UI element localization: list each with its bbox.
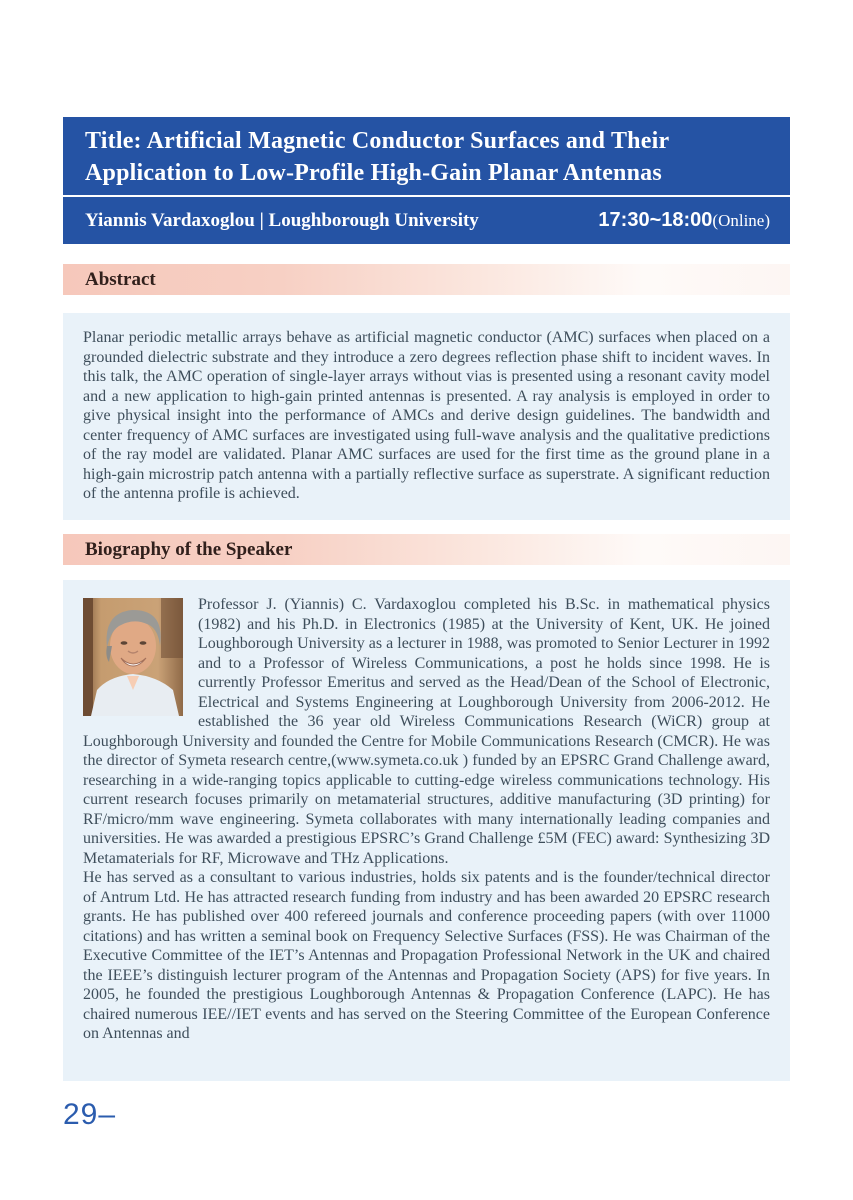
speaker-photo [83, 598, 183, 716]
talk-title: Title: Artificial Magnetic Conductor Surfaces and Their Application to Low-Profile High-Gain Planar Antennas [85, 128, 669, 186]
talk-meta-bar [63, 197, 790, 244]
session-header [63, 117, 790, 244]
abstract-text: Planar periodic metallic arrays behave as artificial magnetic conductor (AMC) surfaces when placed on a grounded dielectric substrate and they introduce a zero degrees reflection phase shift to incident waves. In this talk, the AMC operation of single-layer arrays without vias is presented using a resonant cavity model and a new application to high-gain printed antennas is presented. A ray analysis is employed in order to give physical insight into the performance of AMCs and derive design guidelines. The bandwidth and center frequency of AMC surfaces are investigated using full-wave analysis and the qualitative predictions of the ray model are validated. Planar AMC surfaces are used for the first time as the ground plane in a high-gain microstrip patch antenna with a partially reflective surface as superstrate. A significant reduction of the antenna profile is achieved. [83, 329, 770, 502]
photo-shadow [161, 598, 183, 658]
speaker-name-affiliation: Yiannis Vardaxoglou | Loughborough University [85, 209, 479, 231]
biography-panel [63, 580, 790, 1081]
abstract-heading: Abstract [63, 264, 790, 295]
photo-doorframe [83, 598, 93, 716]
talk-title-bar [63, 117, 790, 197]
biography-heading: Biography of the Speaker [63, 534, 790, 565]
photo-eye-left [121, 641, 128, 645]
abstract-panel [63, 313, 790, 520]
page-number: 29– [63, 1098, 117, 1131]
biography-paragraph-2: He has served as a consultant to various industries, holds six patents and is the founder/technical director of Antrum Ltd. He has attracted research funding from industry and has been awarded 20 EPSRC research grants. He has published over 400 refereed journals and conference proceeding papers (with over 11000 citations) and has written a seminal book on Frequency Selective Surfaces (FSS). He was Chairman of the Executive Committee of the IET’s Antennas and Propagation Professional Network in the UK and chaired the IEEE’s distinguish lecturer program of the Antennas and Propagation Society (APS) for five years. In 2005, he founded the prestigious Loughborough Antennas & Propagation Conference (LAPC). He has chaired numerous IEE//IET events and has served on the Steering Committee of the European Conference on Antennas and [83, 869, 770, 1042]
biography-paragraph-1: Professor J. (Yiannis) C. Vardaxoglou completed his B.Sc. in mathematical physics (1982) and his Ph.D. in Electronics (1985) at the University of Kent, UK. He joined Loughborough University as a lecturer in 1988, was promoted to Senior Lecturer in 1992 and to a Professor of Wireless Communications, a post he holds since 1998. He is currently Professor Emeritus and served as the Head/Dean of the School of Electronic, Electrical and Systems Engineering at Loughborough University from 2006-2012. He established the 36 year old Wireless Communications Research (WiCR) group at Loughborough University and founded the Centre for Mobile Communications Research (CMCR). He was the director of Symeta research centre,(www.symeta.co.uk ) funded by an EPSRC Grand Challenge award, researching in a wide-ranging topics applicable to cutting-edge wireless communications technology. His current research focuses primarily on metamaterial structures, additive manufacturing (3D printing) for RF/micro/mm wave engineering. Symeta collaborates with many internationally leading companies and universities. He was awarded a prestigious EPSRC’s Grand Challenge £5M (FEC) award: Synthesizing 3D Metamaterials for RF, Microwave and THz Applications. [83, 596, 770, 867]
session-mode-online: (Online) [712, 211, 770, 230]
session-time-range: 17:30~18:00 [598, 209, 713, 231]
page-content [63, 117, 790, 1081]
session-time [598, 209, 770, 232]
photo-eye-right [140, 641, 147, 645]
